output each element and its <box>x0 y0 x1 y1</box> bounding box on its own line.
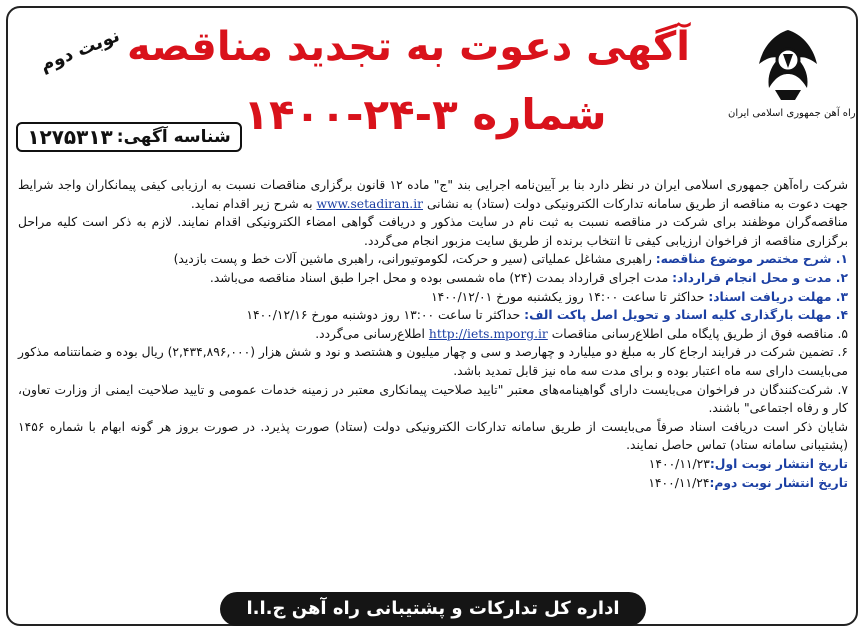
item-2-text: مدت اجرای قرارداد بمدت (۲۴) ماه شمسی بوده و محل اجرا طبق اسناد مناقصه می‌باشد. <box>209 270 669 285</box>
intro-paragraph <box>18 176 848 213</box>
notice-body <box>18 176 848 492</box>
support-note: شایان ذکر است دریافت اسناد صرفاً می‌بایست از طریق سامانه تدارکات الکترونیکی دولت (ستاد) صورت پذیرد. در صورت بروز هر گونه ابهام با شماره ۱۴۵۶ (پشتیبانی سامانه ستاد) تماس حاصل نمایند. <box>18 419 848 453</box>
item-4 <box>18 306 848 325</box>
winged-emblem-icon <box>753 20 823 106</box>
item-4-label: ۴. مهلت بارگذاری کلیه اسناد و تحویل اصل پاکت الف: <box>524 308 848 323</box>
item-1-text: راهبری مشاغل عملیاتی (سیر و حرکت، لکوموتیورانی، راهبری ماشین آلات خط و پست بازدید) <box>173 252 652 267</box>
item-3 <box>18 288 848 307</box>
setad-link[interactable]: www.setadiran.ir <box>316 196 424 211</box>
railway-logo <box>728 20 856 119</box>
publish-second-date: ۱۴۰۰/۱۱/۲۴ <box>648 475 710 490</box>
item-1-label: ۱. شرح مختصر موضوع مناقصه: <box>655 252 848 267</box>
logo-caption: راه آهن جمهوری اسلامی ایران <box>728 108 856 119</box>
ad-id-label: شناسه آگهی: <box>116 127 231 147</box>
item-3-label: ۳. مهلت دریافت اسناد: <box>708 289 848 304</box>
ad-id-box <box>16 122 242 152</box>
item-5 <box>18 325 848 344</box>
item-6: ۶. تضمین شرکت در فرایند ارجاع کار به مبلغ دو میلیارد و چهارصد و سی و چهار میلیون و هشتصد و نود و شش هزار (۲,۴۳۴,۸۹۶,۰۰۰) ریال بوده و ضمانتنامه مذکور می‌بایست دارای سه ماه اعتبار بوده و برای مدت سه ماه نیز قابل تمدید باشد. <box>18 345 848 378</box>
issuer-footer: اداره کل تدارکات و پشتیبانی راه آهن ج.ا.ا <box>220 592 646 626</box>
intro-text-b: به شرح زیر اقدام نماید. <box>190 196 313 211</box>
item-5-lead: ۵. مناقصه فوق از طریق پایگاه ملی اطلاع‌رسانی مناقصات <box>551 326 848 341</box>
intro-text-a: شرکت راه‌آهن جمهوری اسلامی ایران در نظر دارد بنا بر آیین‌نامه اجرایی بند "ج" ماده ۱۲ قانون برگزاری مناقصات نسبت به ارزیابی کیفی پیمانکاران واجد شرایط جهت دعوت به مناقصه از طریق سامانه تدارکات الکترونیکی دولت (ستاد) به نشانی <box>18 178 848 211</box>
item-2 <box>18 269 848 288</box>
iets-link[interactable]: http://iets.mporg.ir <box>428 326 548 341</box>
publish-first-label: تاریخ انتشار نوبت اول: <box>709 456 848 471</box>
item-4-text: حداکثر تا ساعت ۱۳:۰۰ روز دوشنبه مورخ ۱۴۰۰/۱۲/۱۶ <box>246 308 521 323</box>
item-5-tail: اطلاع‌رسانی می‌گردد. <box>315 326 425 341</box>
round-badge: نوبت دوم <box>37 25 123 76</box>
item-3-text: حداکثر تا ساعت ۱۴:۰۰ روز یکشنبه مورخ ۱۴۰۰/۱۲/۰۱ <box>431 289 705 304</box>
publish-second-label: تاریخ انتشار نوبت دوم: <box>709 475 848 490</box>
publish-first <box>18 455 848 474</box>
publish-first-date: ۱۴۰۰/۱۱/۲۳ <box>648 456 710 471</box>
item-2-label: ۲. مدت و محل انجام قرارداد: <box>672 270 848 285</box>
publish-second <box>18 474 848 493</box>
registration-paragraph: مناقصه‌گران موظفند برای شرکت در مناقصه نسبت به ثبت نام در سایت مذکور و دریافت گواهی امضاء الکترونیکی اقدام نمایند. لازم به ذکر است کلیه مراحل برگزاری مناقصه از فراخوان ارزیابی کیفی تا انتخاب برنده از طریق سایت مزبور انجام می‌گردد. <box>18 215 848 248</box>
notice-title: آگهی دعوت به تجدید مناقصه <box>126 24 690 70</box>
ad-id-value: ۱۲۷۵۳۱۳ <box>27 125 113 149</box>
item-1 <box>18 250 848 269</box>
item-7: ۷. شرکت‌کنندگان در فراخوان می‌بایست دارای گواهینامه‌های معتبر "تایید صلاحیت پیمانکاری معتبر در زمینه خدمات عمومی و تایید صلاحیت ایمنی از وزارت تعاون، کار و رفاه اجتماعی" باشند. <box>18 382 848 416</box>
tender-number: شماره ۳-۲۴-۱۴۰۰ <box>243 90 607 139</box>
